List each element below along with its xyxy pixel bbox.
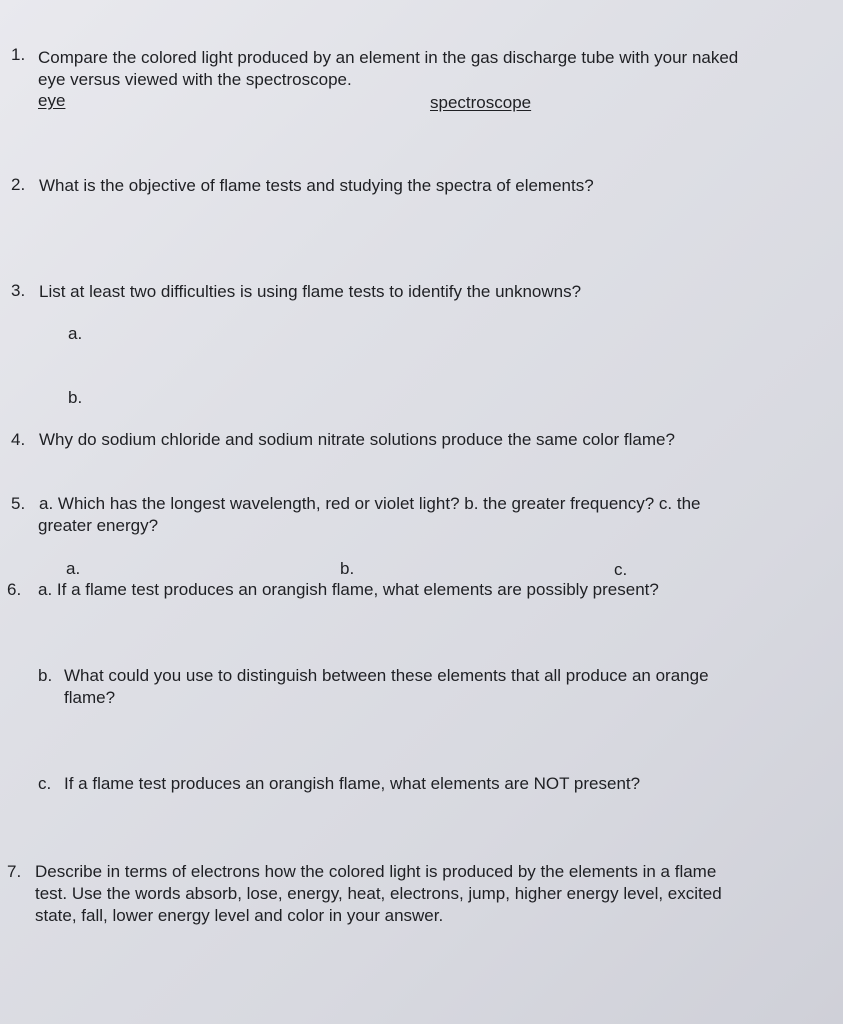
q7-line-3: state, fall, lower energy level and color in your answer.	[35, 906, 444, 925]
q3-part-b-label: b.	[68, 388, 83, 407]
q6-part-c-label: c.	[38, 774, 52, 793]
q6-part-c-text: If a flame test produces an orangish flame, what elements are NOT present?	[64, 774, 641, 793]
q3-part-a-label: a.	[68, 324, 83, 343]
q7-line-1: Describe in terms of electrons how the colored light is produced by the elements in a flame	[35, 862, 717, 881]
q5-answer-b-label: b.	[340, 559, 355, 578]
q3-text: List at least two difficulties is using flame tests to identify the unknowns?	[39, 282, 582, 301]
q5-number: 5.	[11, 494, 26, 513]
q1-line-2: eye versus viewed with the spectroscope.	[38, 70, 352, 89]
q1-eye-column-heading: eye	[38, 91, 66, 110]
q6-part-a-text: a. If a flame test produces an orangish flame, what elements are possibly present?	[38, 580, 659, 599]
q2-number: 2.	[11, 175, 26, 194]
q6-part-b-line-1: What could you use to distinguish between these elements that all produce an orange	[64, 666, 709, 685]
q7-number: 7.	[7, 862, 22, 881]
q4-number: 4.	[11, 430, 26, 449]
q6-part-b-label: b.	[38, 666, 53, 685]
q1-number: 1.	[11, 45, 26, 64]
q1-line-1: Compare the colored light produced by an element in the gas discharge tube with your naked	[38, 48, 739, 67]
q3-number: 3.	[11, 281, 26, 300]
q2-text: What is the objective of flame tests and studying the spectra of elements?	[39, 176, 594, 195]
q4-text: Why do sodium chloride and sodium nitrate solutions produce the same color flame?	[39, 430, 675, 449]
q5-answer-c-label: c.	[614, 560, 628, 579]
q5-line-1: a. Which has the longest wavelength, red or violet light? b. the greater frequency? c. the	[39, 494, 701, 513]
q1-spectroscope-column-heading: spectroscope	[430, 93, 532, 112]
q7-line-2: test. Use the words absorb, lose, energy, heat, electrons, jump, higher energy level, excited	[35, 884, 722, 903]
q5-answer-a-label: a.	[66, 559, 81, 578]
q6-number: 6.	[7, 580, 22, 599]
q6-part-b-line-2: flame?	[64, 688, 116, 707]
q5-line-2: greater energy?	[38, 516, 159, 535]
